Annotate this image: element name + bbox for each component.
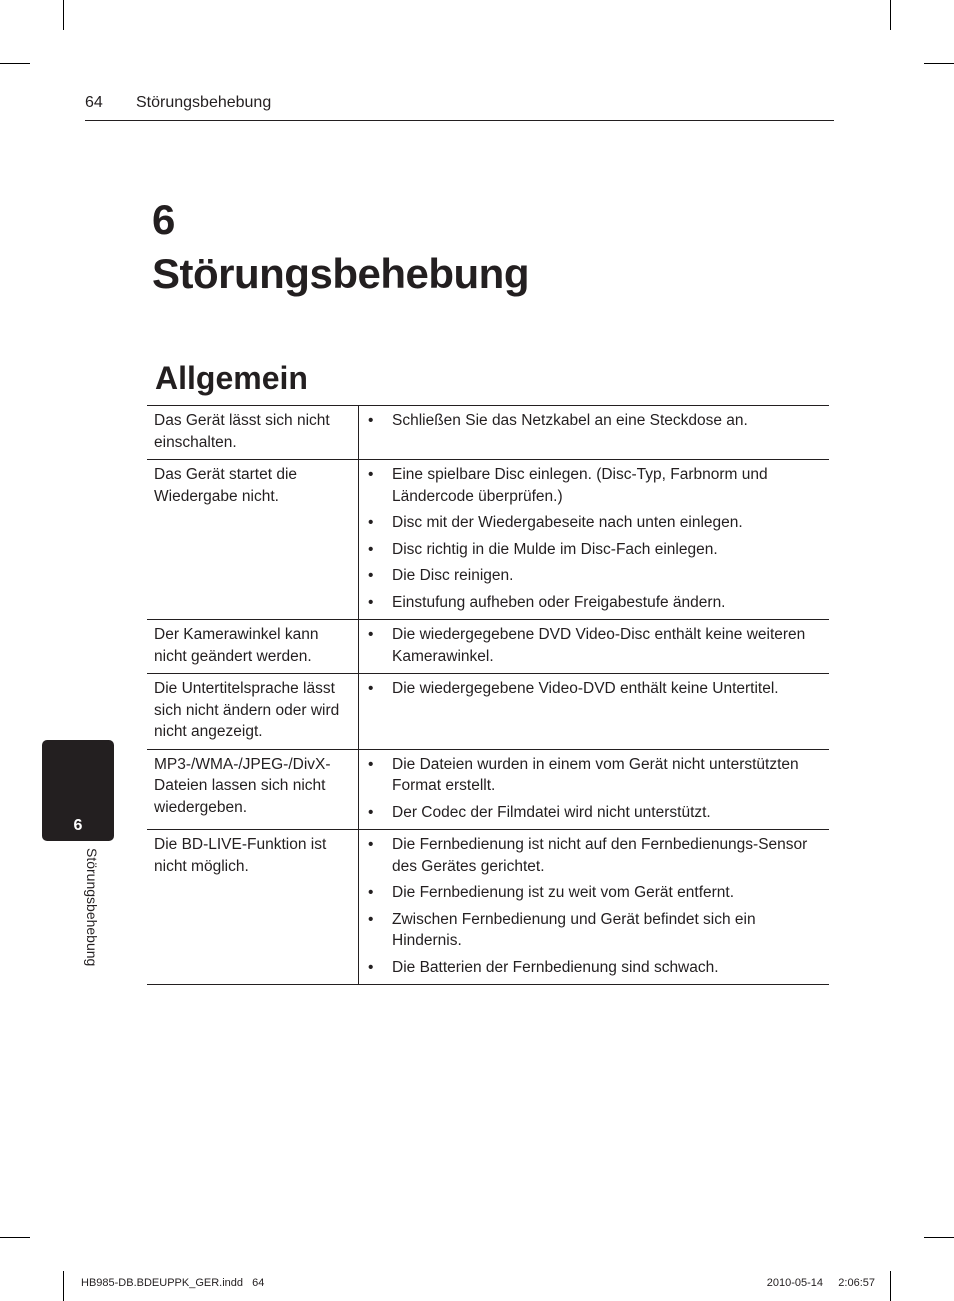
header-section-title: Störungsbehebung [136, 94, 272, 111]
side-tab-label: Störungsbehebung [84, 848, 100, 967]
page-number: 64 [85, 94, 103, 111]
bullet-icon: • [368, 540, 374, 558]
troubleshooting-table [147, 405, 829, 985]
crop-mark [924, 63, 954, 64]
table-row [147, 830, 829, 985]
chapter-number: 6 [152, 196, 175, 243]
solution-text: Die Dateien wurden in einem vom Gerät nicht unterstützten Format erstellt. [392, 755, 799, 794]
table-row [147, 674, 829, 750]
bullet-icon: • [368, 910, 374, 928]
footer-file-name: HB985-DB.BDEUPPK_GER.indd 64 [81, 1277, 265, 1289]
table-row [147, 460, 829, 620]
problem-cell: Das Gerät startet die Wiedergabe nicht. [147, 460, 359, 619]
solution-text: Disc mit der Wiedergabeseite nach unten einlegen. [392, 514, 743, 531]
solution-item [365, 957, 823, 979]
bullet-icon: • [368, 593, 374, 611]
crop-mark [63, 0, 64, 30]
solution-text: Einstufung aufheben oder Freigabestufe ändern. [392, 593, 726, 611]
solution-item [365, 512, 823, 534]
solution-text: Der Codec der Filmdatei wird nicht unterstützt. [392, 803, 711, 821]
bullet-icon: • [368, 958, 374, 976]
bullet-icon: • [368, 514, 374, 531]
solution-item [365, 802, 823, 824]
solution-item [365, 592, 823, 614]
solution-item [365, 909, 823, 952]
solutions-cell [359, 830, 829, 984]
solution-text: Die Fernbedienung ist zu weit vom Gerät entfernt. [392, 884, 735, 901]
crop-mark [63, 1271, 64, 1301]
solution-text: Die Disc reinigen. [392, 567, 514, 584]
page-header [85, 94, 834, 121]
bullet-icon: • [368, 567, 374, 584]
bullet-icon: • [368, 755, 374, 773]
solution-text: Schließen Sie das Netzkabel an eine Steckdose an. [392, 412, 748, 429]
problem-cell: Das Gerät lässt sich nicht einschalten. [147, 406, 359, 459]
bullet-icon: • [368, 884, 374, 901]
bullet-icon: • [368, 680, 374, 697]
bullet-icon: • [368, 626, 374, 643]
solution-text: Die wiedergegebene Video-DVD enthält keine Untertitel. [392, 680, 779, 697]
solution-text: Disc richtig in die Mulde im Disc-Fach einlegen. [392, 540, 718, 558]
solution-item [365, 410, 823, 432]
solution-item [365, 464, 823, 507]
bullet-icon: • [368, 836, 374, 853]
crop-mark [0, 63, 30, 64]
section-heading: Allgemein [155, 360, 308, 396]
chapter-heading [152, 193, 529, 301]
solutions-cell [359, 674, 829, 749]
solution-text: Eine spielbare Disc einlegen. (Disc-Typ, Farbnorm und Ländercode überprüfen.) [392, 466, 768, 505]
bullet-icon: • [368, 412, 374, 429]
table-row [147, 750, 829, 831]
table-row [147, 406, 829, 460]
problem-cell: Die Untertitelsprache lässt sich nicht ändern oder wird nicht angezeigt. [147, 674, 359, 749]
solution-text: Die Fernbedienung ist nicht auf den Fernbedienungs-Sensor des Gerätes gerichtet. [392, 836, 808, 875]
solution-text: Die Batterien der Fernbedienung sind schwach. [392, 958, 719, 976]
problem-cell: MP3-/WMA-/JPEG-/DivX-Dateien lassen sich nicht wiedergeben. [147, 750, 359, 830]
chapter-title: Störungsbehebung [152, 250, 529, 297]
solutions-cell [359, 406, 829, 459]
bullet-icon: • [368, 803, 374, 821]
solution-item [365, 624, 823, 667]
footer-timestamp: 2010-05-14 2:06:57 [766, 1277, 875, 1289]
bullet-icon: • [368, 466, 374, 483]
solutions-cell [359, 620, 829, 673]
chapter-side-tab [42, 740, 114, 841]
crop-mark [890, 0, 891, 30]
solution-item [365, 882, 823, 904]
solutions-cell [359, 460, 829, 619]
solutions-cell [359, 750, 829, 830]
table-row [147, 620, 829, 674]
solution-item [365, 754, 823, 797]
crop-mark [0, 1237, 30, 1238]
problem-cell: Die BD-LIVE-Funktion ist nicht möglich. [147, 830, 359, 984]
side-tab-number: 6 [73, 817, 83, 834]
crop-mark [890, 1271, 891, 1301]
crop-mark [924, 1237, 954, 1238]
solution-item [365, 834, 823, 877]
solution-text: Zwischen Fernbedienung und Gerät befindet sich ein Hindernis. [392, 910, 756, 949]
solution-text: Die wiedergegebene DVD Video-Disc enthält keine weiteren Kamerawinkel. [392, 626, 806, 665]
problem-cell: Der Kamerawinkel kann nicht geändert werden. [147, 620, 359, 673]
solution-item [365, 678, 823, 700]
solution-item [365, 565, 823, 587]
solution-item [365, 539, 823, 561]
